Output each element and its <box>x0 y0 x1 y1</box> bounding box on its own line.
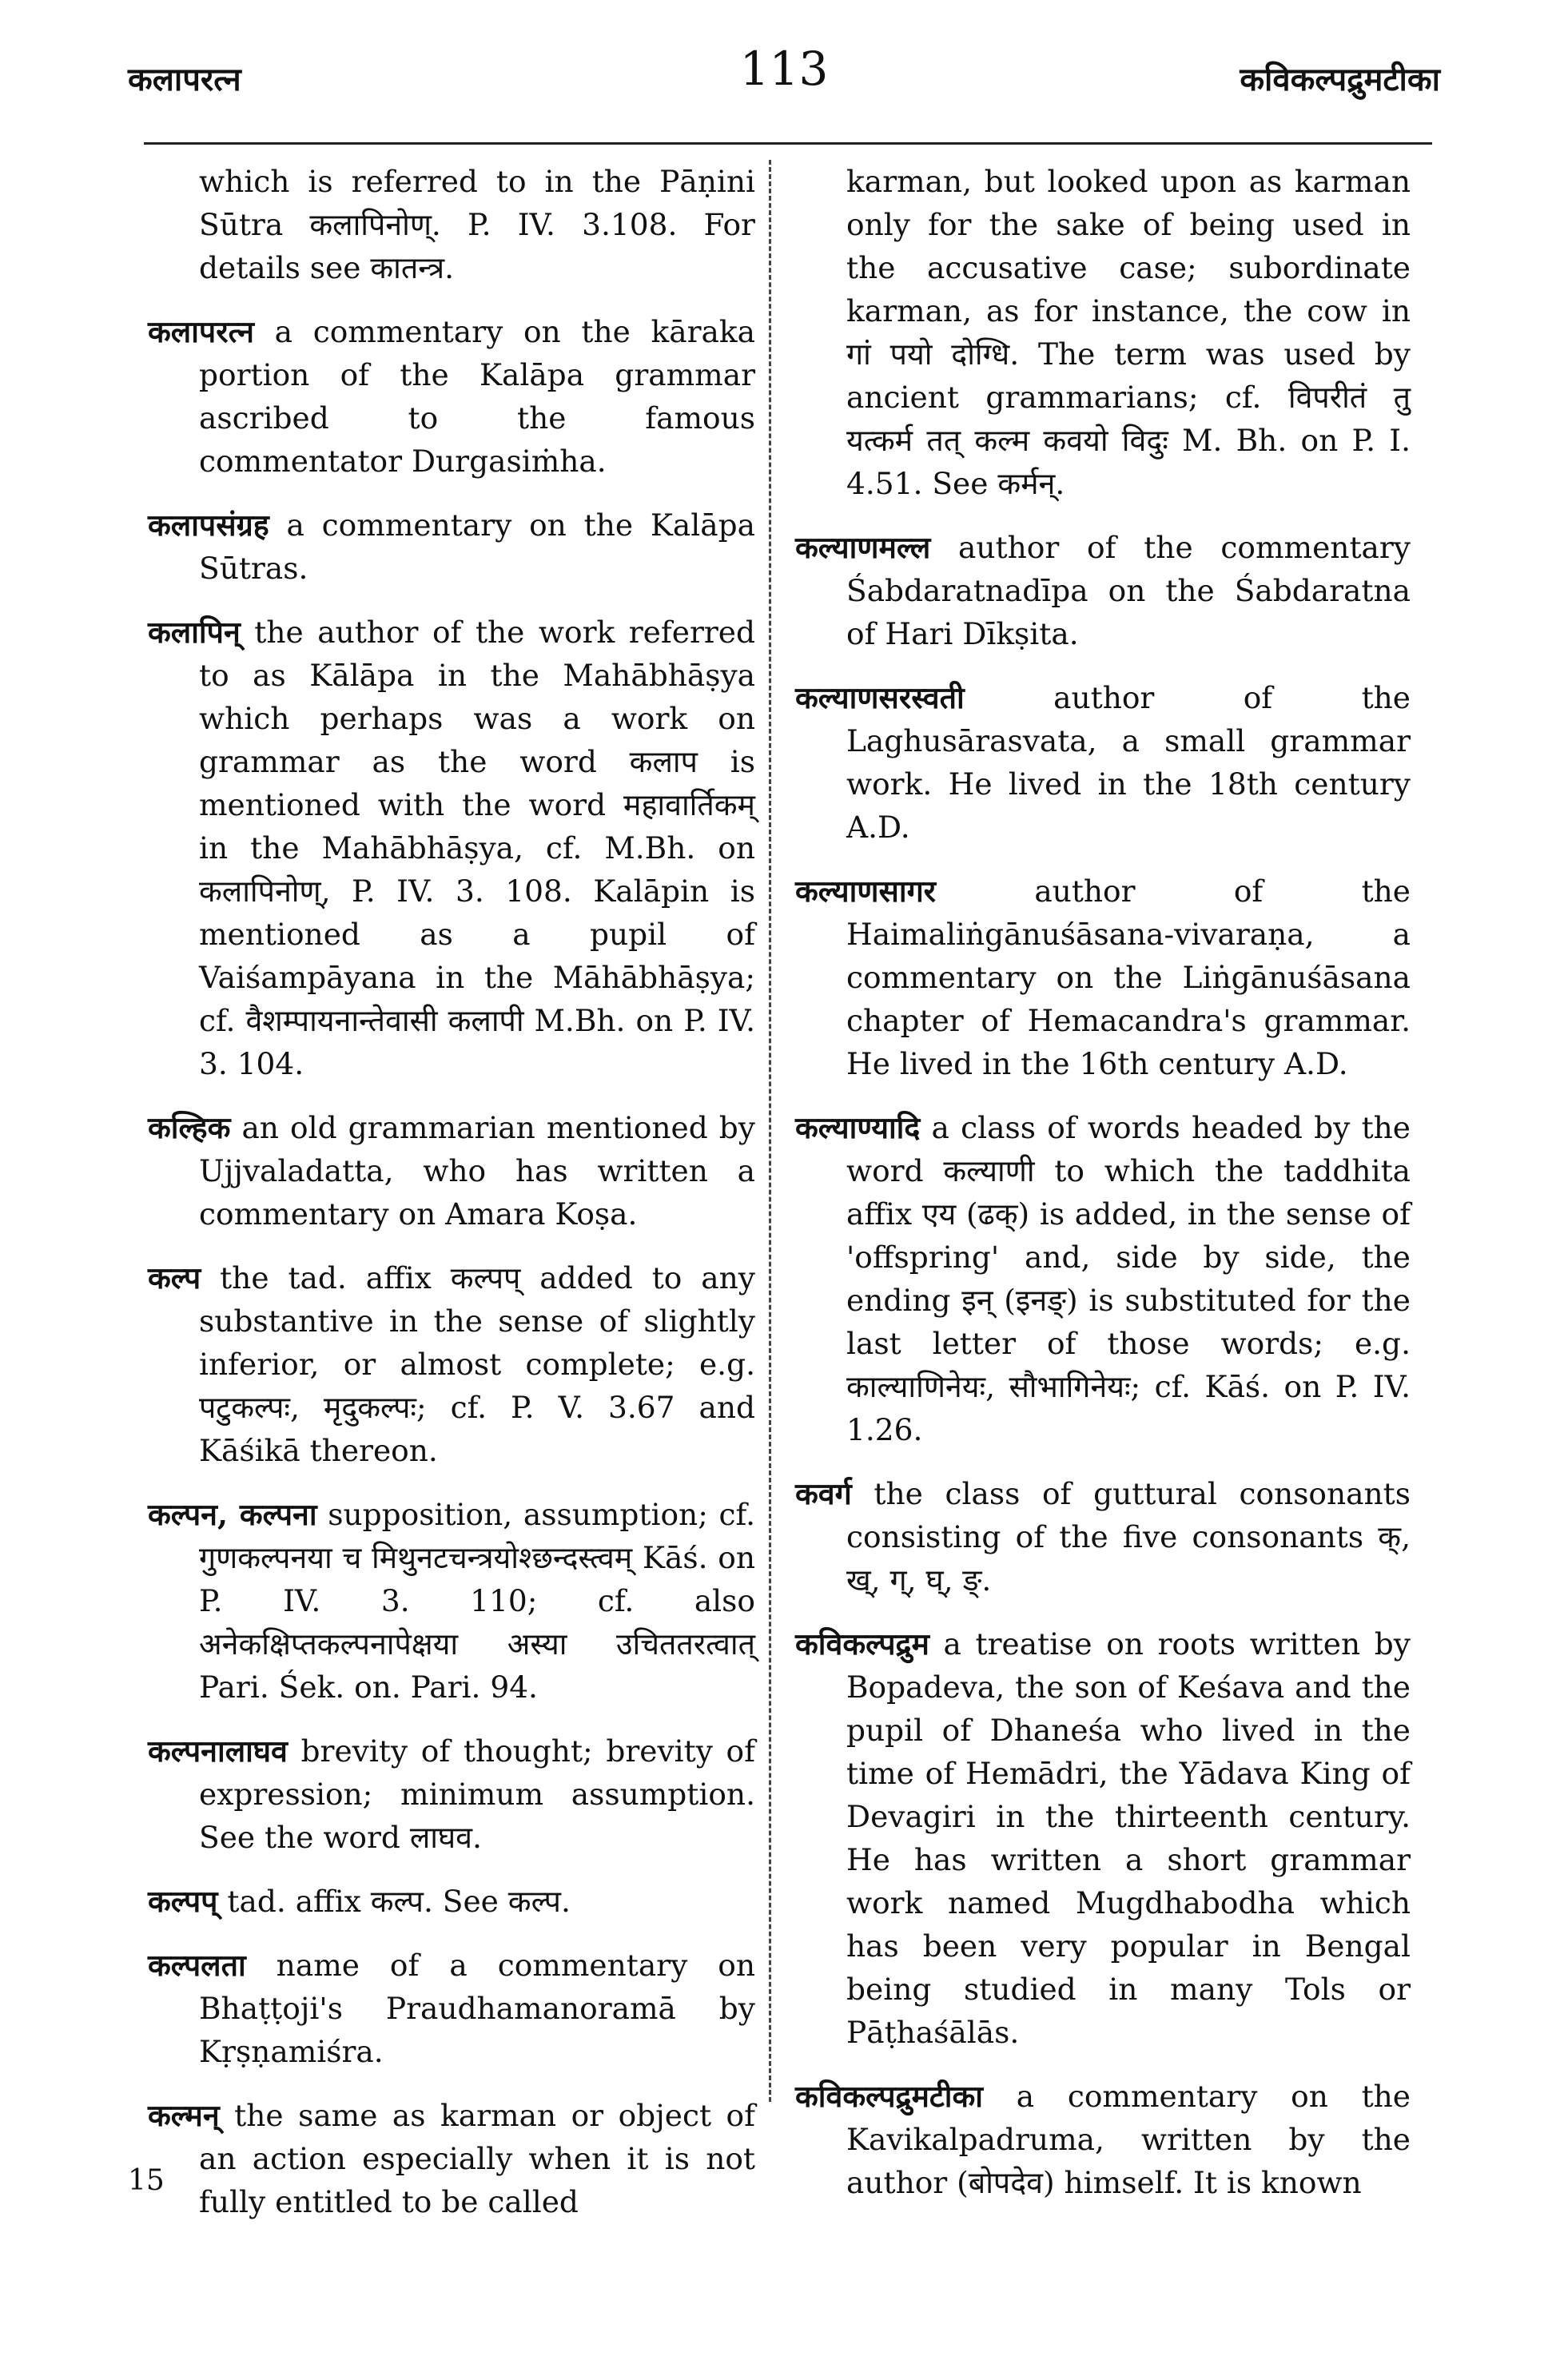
dictionary-entry <box>148 1944 755 2073</box>
entry-definition: brevity of thought; brevity of expression; minimum assumption. See the word लाघव. <box>199 1733 755 1855</box>
entry-headword: कल्प <box>148 1260 201 1295</box>
dictionary-entry <box>795 160 1411 505</box>
header-last-word: कविकल्पद्रुमटीका <box>1240 61 1440 98</box>
column-divider <box>769 160 771 2102</box>
header-first-word: कलापरत्न <box>128 61 241 98</box>
entry-definition: which is referred to in the Pāṇini Sūtra कलापिनोण्. P. IV. 3.108. For details see कातन्त्र. <box>199 164 755 285</box>
dictionary-entry <box>148 2094 755 2223</box>
entry-headword: कवर्ग <box>795 1476 852 1511</box>
entry-headword: कल्पप् <box>148 1884 218 1919</box>
entry-headword: कविकल्पद्रुमटीका <box>795 2079 984 2114</box>
dictionary-entry <box>148 611 755 1085</box>
entry-headword: कलापरत्न <box>148 314 254 349</box>
dictionary-entry <box>148 1880 755 1923</box>
dictionary-entry <box>795 1622 1411 2054</box>
right-column <box>795 160 1411 2225</box>
dictionary-entry <box>148 503 755 590</box>
dictionary-entry <box>148 310 755 483</box>
entry-headword: कविकल्पद्रुम <box>795 1626 929 1662</box>
entry-headword: कल्पलता <box>148 1948 246 1983</box>
page-header <box>128 42 1440 113</box>
entry-headword: कल्याणसरस्वती <box>795 680 965 715</box>
entry-definition: author of the commentary Śabdaratnadīpa on the Śabdaratna of Hari Dīkṣita. <box>846 530 1411 651</box>
entry-definition: the same as karman or object of an action especially when it is not fully entitled to be called <box>199 2098 755 2219</box>
dictionary-entry <box>148 1729 755 1859</box>
entry-definition: a commentary on the Kavikalpadruma, written by the author (बोपदेव) himself. It is known <box>846 2079 1411 2200</box>
entry-headword: कलापसंग्रह <box>148 507 269 543</box>
entry-definition: a treatise on roots written by Bopadeva, the son of Keśava and the pupil of Dhaneśa who lived in the time of Hemādri, the Yādava King of Devagiri in the thirteenth century. He has written a short grammar work named Mugdhabodha which has been very popular in Bengal being studied in many Tols or Pāṭhaśālās. <box>846 1626 1411 2050</box>
entry-definition: karman, but looked upon as karman only for the sake of being used in the accusative case; subordinate karman, as for instance, the cow in गां पयो दोग्धि. The term was used by ancient grammarians; cf. विपरीतं तु यत्कर्म तत् कल्म कवयो विदुः M. Bh. on P. I. 4.51. See कर्मन्. <box>846 164 1411 501</box>
entry-headword: कल्मन् <box>148 2098 220 2133</box>
entry-definition: the class of guttural consonants consisting of the five consonants क्, ख्, ग्, घ्, ङ्. <box>846 1476 1411 1598</box>
left-column <box>148 160 755 2244</box>
dictionary-entry <box>148 1493 755 1709</box>
dictionary-entry <box>795 870 1411 1085</box>
entry-definition: a commentary on the Kalāpa Sūtras. <box>199 507 755 586</box>
entry-headword: कल्याणसागर <box>795 874 937 909</box>
entry-definition: author of the Laghusārasvata, a small grammar work. He lived in the 18th century A.D. <box>846 680 1411 845</box>
entry-definition: the author of the work referred to as Kālāpa in the Mahābhāṣya which perhaps was a work on grammar as the word कलाप is mentioned with the word महावार्तिकम् in the Mahābhāṣya, cf. M.Bh. on कलापिनोण्, P. IV. 3. 108. Kalāpin is mentioned as a pupil of Vaiśampāyana in the Māhābhāṣya; cf. वैशम्पायनान्तेवासी कलापी M.Bh. on P. IV. 3. 104. <box>199 615 755 1081</box>
page-number: 113 <box>739 42 829 96</box>
entry-definition: the tad. affix कल्पप् added to any substantive in the sense of slightly inferior, or almost complete; e.g. पटुकल्पः, मृदुकल्पः; cf. P. V. 3.67 and Kāśikā thereon. <box>199 1260 755 1468</box>
header-rule <box>144 142 1432 145</box>
entry-definition: a commentary on the kāraka portion of the Kalāpa grammar ascribed to the famous commentator Durgasiṁha. <box>199 314 755 479</box>
entry-definition: tad. affix कल्प. See कल्प. <box>217 1884 571 1919</box>
dictionary-entry <box>148 1256 755 1472</box>
entry-definition: an old grammarian mentioned by Ujjvaladatta, who has written a commentary on Amara Koṣa. <box>199 1110 755 1232</box>
entry-headword: कल्हिक <box>148 1110 231 1145</box>
entry-definition: supposition, assumption; cf. गुणकल्पनया च मिथुनटचन्त्रयोश्छन्दस्त्वम् Kāś. on P. IV. 3. 110; cf. also अनेकक्षिप्तकल्पनापेक्षया अस्या उचिततरत्वात् Pari. Śek. on. Pari. 94. <box>199 1497 755 1705</box>
dictionary-entry <box>795 676 1411 849</box>
entry-definition: author of the Haimaliṅgānuśāsana-vivaraṇa, a commentary on the Liṅgānuśāsana chapter of Hemacandra's grammar. He lived in the 16th century A.D. <box>846 874 1411 1081</box>
entry-headword: कल्पनालाघव <box>148 1733 288 1769</box>
entry-headword: कल्याण्यादि <box>795 1110 921 1145</box>
dictionary-entry <box>148 1106 755 1236</box>
signature-mark: 15 <box>128 2164 165 2197</box>
dictionary-entry <box>148 160 755 289</box>
entry-definition: a class of words headed by the word कल्याणी to which the taddhita affix एय (ढक्) is added, in the sense of 'offspring' and, side by side, the ending इन् (इनङ्) is substituted for the last letter of those words; e.g. काल्याणिनेयः, सौभागिनेयः; cf. Kāś. on P. IV. 1.26. <box>846 1110 1411 1447</box>
dictionary-entry <box>795 2075 1411 2204</box>
entry-definition: name of a commentary on Bhaṭṭoji's Praudhamanoramā by Kṛṣṇamiśra. <box>199 1948 755 2069</box>
entry-headword: कल्याणमल्ल <box>795 530 931 565</box>
dictionary-entry <box>795 526 1411 655</box>
dictionary-entry <box>795 1472 1411 1602</box>
entry-headword: कलापिन् <box>148 615 241 650</box>
dictionary-entry <box>795 1106 1411 1451</box>
entry-headword: कल्पन, कल्पना <box>148 1497 317 1532</box>
